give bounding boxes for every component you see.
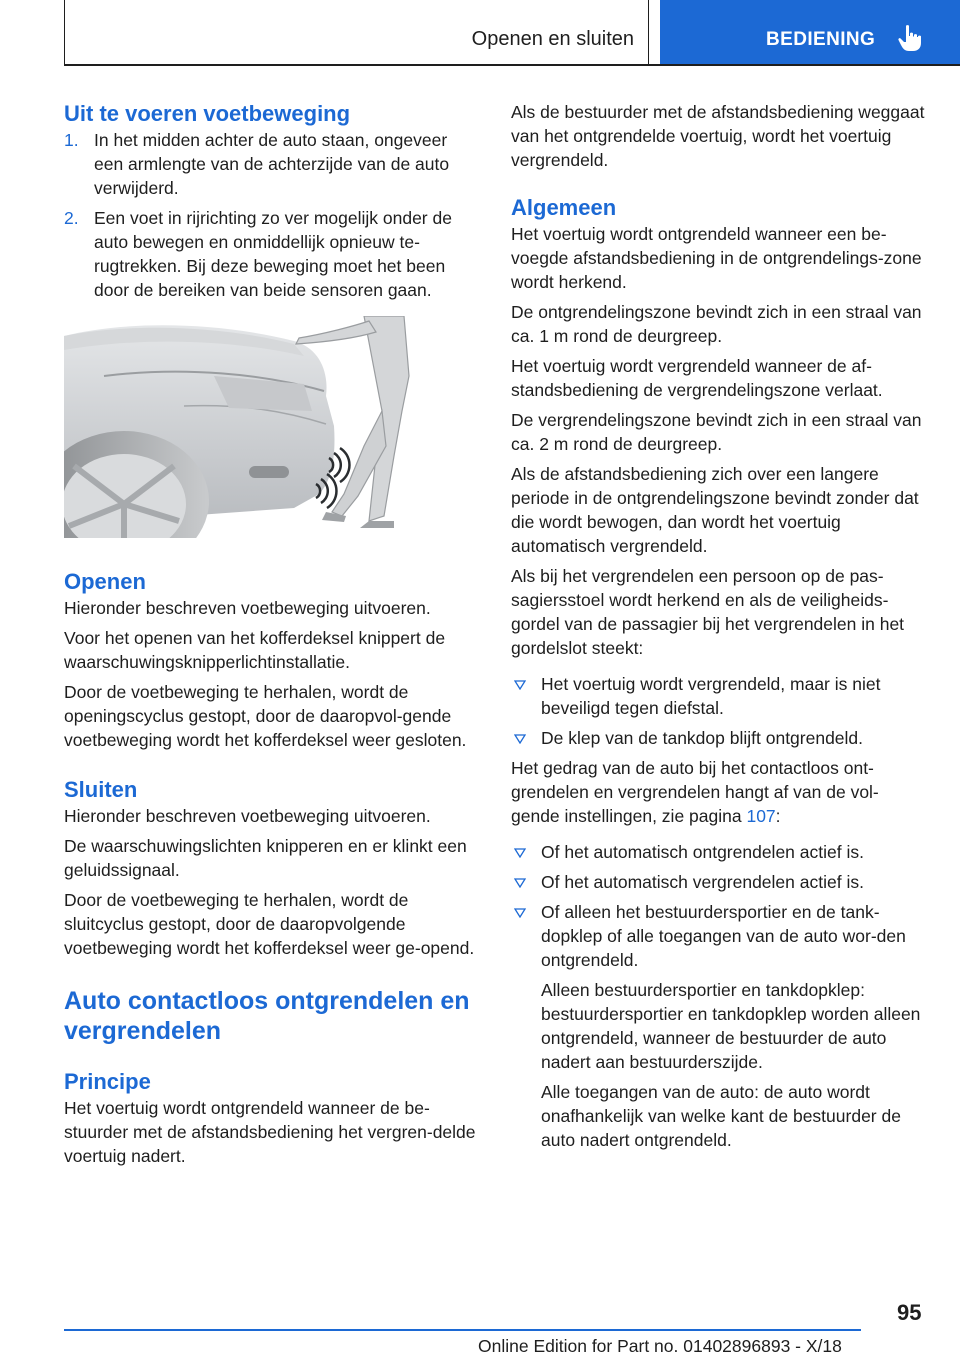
bullet-list <box>511 672 926 750</box>
page-link[interactable]: 107 <box>746 806 776 826</box>
list-item-text: Of alleen het bestuurdersportier en de tank-dopklep of alle toegangen van de auto wor-den ontgrendeld. <box>541 902 906 970</box>
header-section-tab <box>660 0 960 64</box>
header-section-label: BEDIENING <box>766 29 876 50</box>
header-chapter-box <box>64 0 649 64</box>
heading-close: Sluiten <box>64 777 138 802</box>
step-number: 2. <box>64 208 79 228</box>
sub-paragraph: Alle toegangen van de auto: de auto wordt onafhankelijk van welke kant de bestuurder de auto nadert ontgrendeld. <box>541 1082 901 1150</box>
heading-general: Algemeen <box>511 195 617 220</box>
trunk-foot-gesture-illustration <box>64 316 419 538</box>
step-text: In het midden achter de auto staan, ongeveer een armlengte van de achterzijde van de auto verwijderd. <box>94 130 450 198</box>
paragraph: Door de voetbeweging te herhalen, wordt de openingscyclus gestopt, door de daaropvol-gende voetbeweging wordt het kofferdeksel weer gesloten. <box>64 682 467 750</box>
bullet-list <box>511 840 926 972</box>
paragraph: De vergrendelingszone bevindt zich in een straal van ca. 2 m rond de deurgreep. <box>511 410 922 454</box>
heading-open: Openen <box>64 569 146 594</box>
list-item <box>511 840 926 864</box>
footer-rule <box>64 1329 861 1331</box>
paragraph: Als de bestuurder met de afstandsbediening weggaat van het ontgrendelde voertuig, wordt het voertuig vergrendeld. <box>511 102 925 170</box>
header-chapter-title: Openen en sluiten <box>471 28 634 50</box>
paragraph: Hieronder beschreven voetbeweging uitvoeren. <box>64 598 431 618</box>
list-item-text: Of het automatisch vergrendelen actief is. <box>541 872 864 892</box>
heading-foot-movement: Uit te voeren voetbeweging <box>64 101 351 126</box>
paragraph: Hieronder beschreven voetbeweging uitvoeren. <box>64 806 431 826</box>
behavior-text-suffix: : <box>775 806 781 826</box>
triangle-bullet-icon <box>514 908 526 918</box>
paragraph: De ontgrendelingszone bevindt zich in een straal van ca. 1 m rond de deurgreep. <box>511 302 922 346</box>
header-rule <box>64 64 960 66</box>
left-column <box>64 100 480 1168</box>
step-text: Een voet in rijrichting zo ver mogelijk onder de auto bewegen en onmiddellijk opnieuw te-rugtrekken. Bij deze beweging moet het been door de bereiken van beide sensoren gaan. <box>94 208 452 300</box>
triangle-bullet-icon <box>514 734 526 744</box>
paragraph: Voor het openen van het kofferdeksel knippert de waarschuwingsknipperlichtinstallatie. <box>64 628 446 672</box>
sub-paragraph: Alleen bestuurdersportier en tankdopklep: bestuurdersportier en tankdopklep worden alleen ontgrendeld, wanneer de bestuurder de auto nadert aan bestuurderszijde. <box>541 980 921 1072</box>
heading-principle: Principe <box>64 1069 151 1094</box>
triangle-bullet-icon <box>514 848 526 858</box>
step-item <box>64 206 480 302</box>
paragraph: Het voertuig wordt ontgrendeld wanneer de be-stuurder met de afstandsbediening het vergren-delde voertuig nadert. <box>64 1098 476 1166</box>
hand-pointer-icon <box>897 24 923 52</box>
list-item-text: Of het automatisch ontgrendelen actief is. <box>541 842 864 862</box>
list-item <box>511 900 926 972</box>
list-item-text: Het voertuig wordt vergrendeld, maar is niet beveiligd tegen diefstal. <box>541 674 881 718</box>
page-number: 95 <box>897 1300 922 1325</box>
list-item <box>511 870 926 894</box>
footer-edition: Online Edition for Part no. 01402896893 - X/18 <box>478 1336 842 1356</box>
heading-keyless-entry: Auto contactloos ontgrendelen en vergrendelen <box>64 987 470 1045</box>
behavior-text: Het gedrag van de auto bij het contactloos ont-grendelen en vergrendelen hangt af van de vol-gende instellingen, zie pagina <box>511 758 879 826</box>
step-item <box>64 128 480 200</box>
step-number: 1. <box>64 130 79 150</box>
list-item <box>511 726 926 750</box>
paragraph: Als de afstandsbediening zich over een langere periode in de ontgrendelingszone bevindt zonder dat die wordt bewogen, dan wordt het voertuig automatisch vergrendeld. <box>511 464 919 556</box>
paragraph: Het voertuig wordt ontgrendeld wanneer een be-voegde afstandsbediening in de ontgrendelings-zone wordt herkend. <box>511 224 922 292</box>
paragraph: Het voertuig wordt vergrendeld wanneer de af-standsbediening de vergrendelingszone verlaat. <box>511 356 883 400</box>
triangle-bullet-icon <box>514 680 526 690</box>
triangle-bullet-icon <box>514 878 526 888</box>
paragraph: Als bij het vergrendelen een persoon op de pas-sagiersstoel wordt herkend en als de veiligheids-gordel van de passagier bij het vergrendelen in het gordelslot steekt: <box>511 566 905 658</box>
list-item-text: De klep van de tankdop blijft ontgrendeld. <box>541 728 864 748</box>
paragraph: De waarschuwingslichten knipperen en er klinkt een geluidssignaal. <box>64 836 467 880</box>
paragraph <box>511 756 926 828</box>
paragraph: Door de voetbeweging te herhalen, wordt de sluitcyclus gestopt, door de daaropvolgende voetbeweging wordt het kofferdeksel weer ge-opend. <box>64 890 475 958</box>
list-item <box>511 672 926 720</box>
steps-list <box>64 128 480 302</box>
right-column <box>511 100 926 1158</box>
